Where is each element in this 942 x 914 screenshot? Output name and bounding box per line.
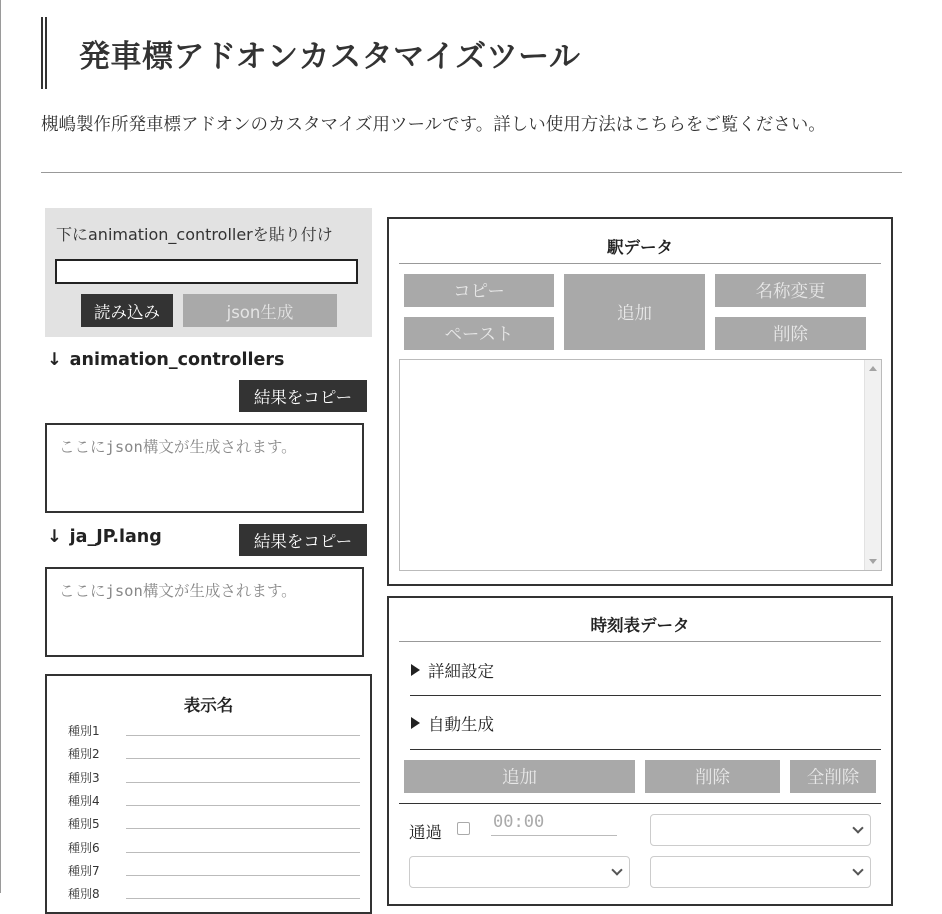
row-label: 種別8 [68,886,100,901]
row-input-line[interactable] [126,758,360,759]
timetable-data-title: 時刻表データ [590,616,690,635]
display-name-panel [45,674,372,914]
auto-generate-toggle[interactable] [411,711,494,735]
header-divider [41,172,902,173]
station-data-panel [387,217,893,586]
row-label: 種別3 [68,770,100,785]
paste-panel [45,208,372,337]
paste-button[interactable]: ペースト [404,317,554,350]
detail-settings-toggle[interactable] [411,658,494,682]
display-name-row[interactable] [68,720,360,740]
row-input-line[interactable] [126,898,360,899]
row-input-line[interactable] [126,735,360,736]
pass-checkbox[interactable] [457,822,470,835]
copy-animation-controllers-button[interactable]: 結果をコピー [239,380,367,412]
scroll-down-icon[interactable] [869,559,877,564]
details-divider [410,695,881,696]
delete-all-button[interactable]: 全削除 [790,760,876,793]
triangle-right-icon [411,717,420,729]
lang-heading [47,527,162,547]
station-data-title: 駅データ [607,238,673,257]
row-input-line[interactable] [126,852,360,853]
add-time-button[interactable]: 追加 [404,760,635,793]
rename-button[interactable]: 名称変更 [715,274,866,307]
page-description: 槻嶋製作所発車標アドオンのカスタマイズ用ツールです。詳しい使用方法はこちらをご覧ください。 [41,115,826,135]
display-name-row[interactable] [68,837,360,857]
row-input-line[interactable] [126,828,360,829]
row-label: 種別5 [68,816,100,831]
page-title: 発車標アドオンカスタマイズツール [79,38,581,75]
row-label: 種別4 [68,793,100,808]
time-input[interactable]: 00:00 [491,812,617,836]
row-label: 種別1 [68,723,100,738]
json-generate-button[interactable]: json生成 [183,294,337,327]
triangle-right-icon [411,664,420,676]
chevron-down-icon [611,864,622,875]
row-label: 種別6 [68,840,100,855]
chevron-down-icon [852,822,863,833]
page-left-border [0,0,1,893]
row-label: 種別2 [68,746,100,761]
display-name-row[interactable] [68,790,360,810]
buttons-divider [399,803,881,804]
station-listbox[interactable] [399,359,882,571]
scroll-up-icon[interactable] [869,366,877,371]
add-station-button[interactable]: 追加 [564,274,705,350]
timetable-title-divider [399,641,881,642]
display-name-row[interactable] [68,860,360,880]
down-arrow-icon: ↓ [47,527,62,547]
chevron-down-icon [852,864,863,875]
copy-button[interactable]: コピー [404,274,554,307]
copy-lang-button[interactable]: 結果をコピー [239,524,367,556]
select-3[interactable] [650,856,871,888]
listbox-scrollbar[interactable] [864,360,881,570]
lang-output[interactable]: ここにjson構文が生成されます。 [45,567,364,657]
display-name-row[interactable] [68,813,360,833]
auto-generate-label: 自動生成 [428,715,494,734]
display-name-title: 表示名 [183,696,234,715]
row-input-line[interactable] [126,875,360,876]
select-1[interactable] [650,814,871,846]
animation-controllers-label: animation_controllers [69,350,285,370]
display-name-row[interactable] [68,767,360,787]
delete-station-button[interactable]: 削除 [715,317,866,350]
row-input-line[interactable] [126,805,360,806]
row-input-line[interactable] [126,782,360,783]
animation-controllers-heading [47,350,284,370]
delete-time-button[interactable]: 削除 [645,760,780,793]
select-2[interactable] [409,856,630,888]
down-arrow-icon: ↓ [47,350,62,370]
display-name-row[interactable] [68,743,360,763]
display-name-row[interactable] [68,883,360,903]
timetable-data-panel [387,596,893,906]
animation-controller-input[interactable] [55,259,358,284]
page-header [41,17,641,89]
load-button[interactable]: 読み込み [81,294,173,327]
detail-settings-label: 詳細設定 [428,662,494,681]
paste-label: 下にanimation_controllerを貼り付け [56,225,333,244]
station-title-divider [399,263,881,264]
animation-controllers-output[interactable]: ここにjson構文が生成されます。 [45,423,364,513]
pass-label: 通過 [409,823,442,842]
lang-label: ja_JP.lang [69,527,162,547]
row-label: 種別7 [68,863,100,878]
auto-generate-divider [410,749,881,750]
